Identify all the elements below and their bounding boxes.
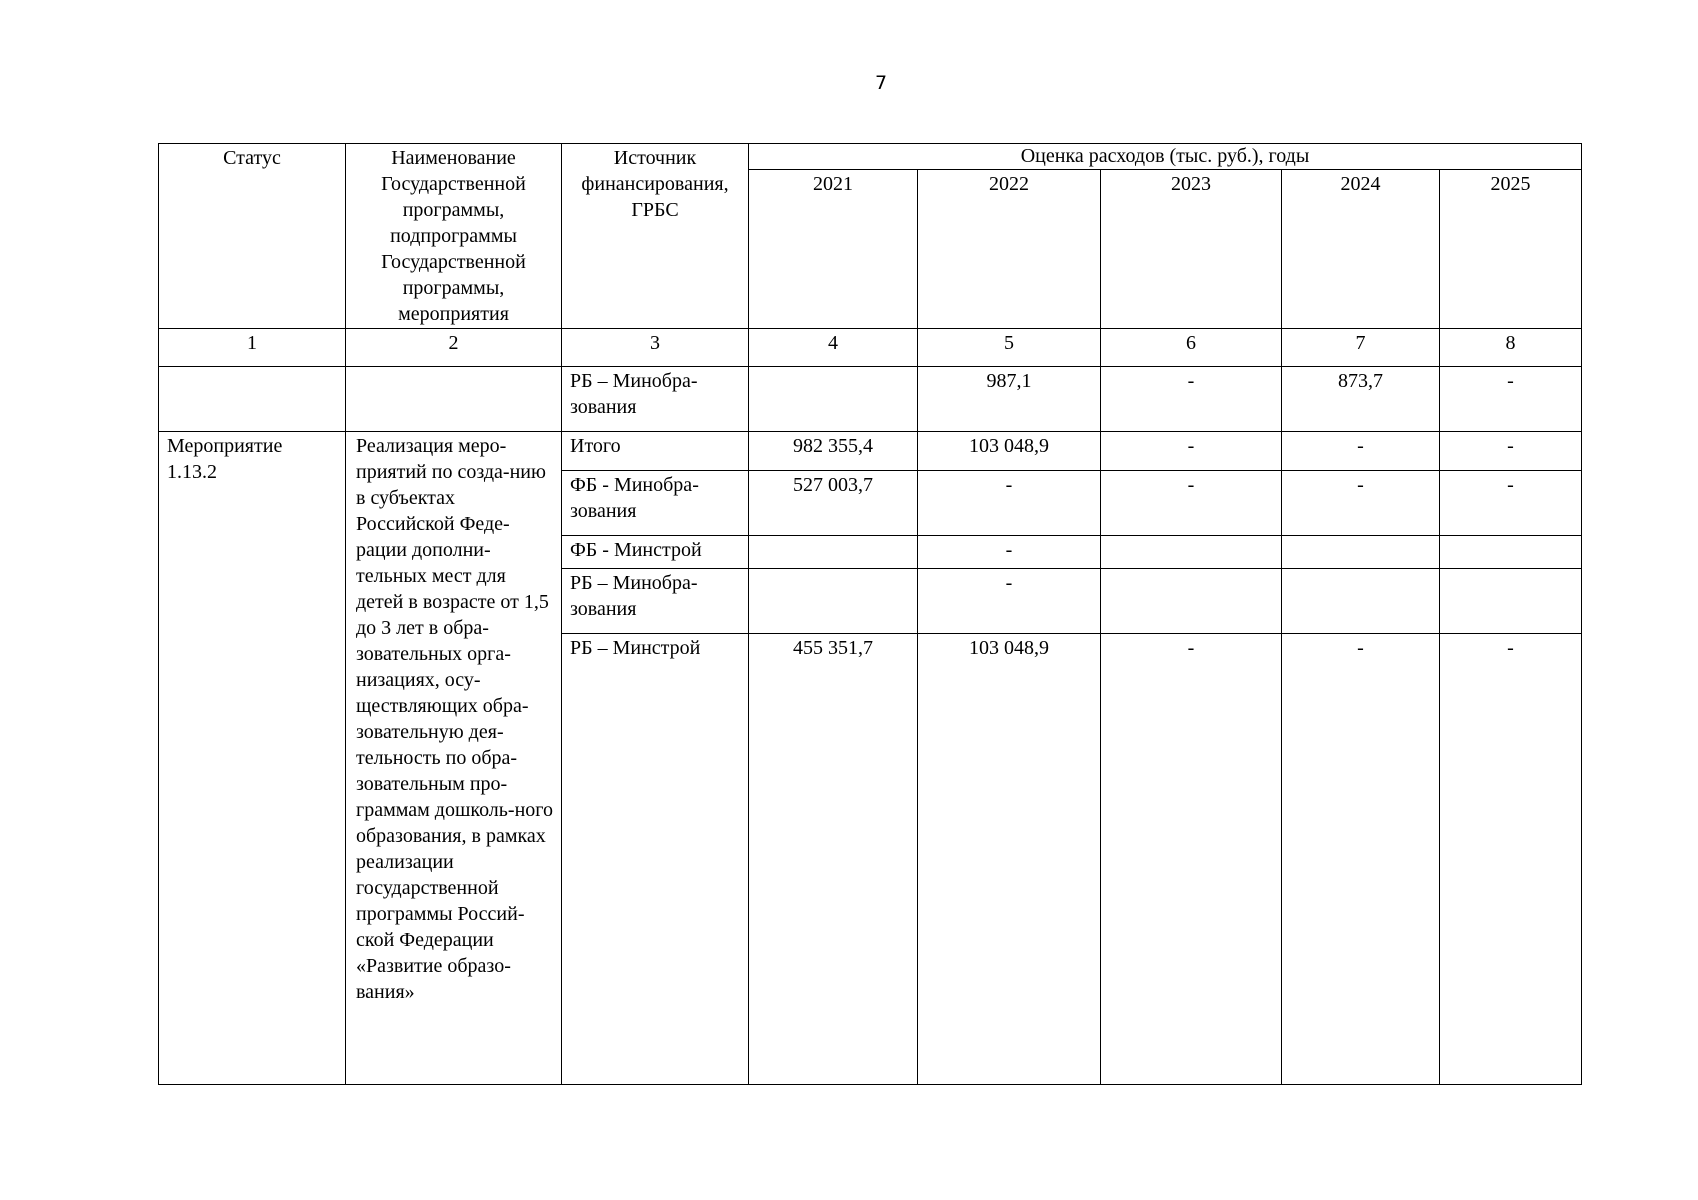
source-cell: РБ – Минобра-зования <box>562 367 749 432</box>
table-row-total <box>159 432 1582 471</box>
value-cell-2025: - <box>1440 432 1582 471</box>
value-cell-2025: - <box>1440 471 1582 536</box>
value-cell-2023: - <box>1101 367 1282 432</box>
value-cell-2021 <box>749 569 918 634</box>
header-year-2022: 2022 <box>918 170 1101 329</box>
page-number: 7 <box>874 72 888 94</box>
value-cell-2022: - <box>918 536 1101 569</box>
header-row-1 <box>159 144 1582 170</box>
column-number: 8 <box>1440 329 1582 367</box>
source-cell: РБ – Минстрой <box>562 634 749 1085</box>
header-estimate: Оценка расходов (тыс. руб.), годы <box>749 144 1582 170</box>
value-cell-2023: - <box>1101 471 1282 536</box>
name-cell-empty <box>346 367 562 432</box>
header-year-2023: 2023 <box>1101 170 1282 329</box>
value-cell-2021: 982 355,4 <box>749 432 918 471</box>
value-cell-2021 <box>749 536 918 569</box>
value-cell-2023: - <box>1101 432 1282 471</box>
header-year-2024: 2024 <box>1282 170 1440 329</box>
value-cell-2024: - <box>1282 432 1440 471</box>
value-cell-2022: 987,1 <box>918 367 1101 432</box>
value-cell-2022: 103 048,9 <box>918 634 1101 1085</box>
header-source: Источник финансирования, ГРБС <box>562 144 749 329</box>
source-cell: ФБ - Минстрой <box>562 536 749 569</box>
value-cell-2025 <box>1440 569 1582 634</box>
value-cell-2022: - <box>918 471 1101 536</box>
column-number: 4 <box>749 329 918 367</box>
value-cell-2021 <box>749 367 918 432</box>
column-number: 3 <box>562 329 749 367</box>
value-cell-2021: 455 351,7 <box>749 634 918 1085</box>
source-cell: РБ – Минобра-зования <box>562 569 749 634</box>
source-cell: ФБ - Минобра-зования <box>562 471 749 536</box>
value-cell-2023 <box>1101 569 1282 634</box>
budget-table <box>158 143 1582 1085</box>
column-number: 5 <box>918 329 1101 367</box>
header-status: Статус <box>159 144 346 329</box>
header-year-2025: 2025 <box>1440 170 1582 329</box>
value-cell-2024 <box>1282 536 1440 569</box>
value-cell-2023 <box>1101 536 1282 569</box>
event-name: Реализация меро-приятий по созда-нию в субъектах Российской Феде-рации дополни-тельных мест для детей в возрасте от 1,5 до 3 лет в обра-зовательных орга-низациях, осу-ществляющих обра-зовательную дея-тельность по обра-зовательным про-граммам дошколь-ного образования, в рамках реализации государственной программы Россий-ской Федерации «Развитие образо-вания» <box>346 432 562 1085</box>
source-cell: Итого <box>562 432 749 471</box>
value-cell-2024: 873,7 <box>1282 367 1440 432</box>
value-cell-2021: 527 003,7 <box>749 471 918 536</box>
header-name: Наименование Государственной программы, подпрограммы Государственной программы, мероприятия <box>346 144 562 329</box>
column-number: 2 <box>346 329 562 367</box>
value-cell-2025: - <box>1440 367 1582 432</box>
value-cell-2022: - <box>918 569 1101 634</box>
table-row-prev <box>159 367 1582 432</box>
column-number: 1 <box>159 329 346 367</box>
header-year-2021: 2021 <box>749 170 918 329</box>
column-number: 6 <box>1101 329 1282 367</box>
value-cell-2022: 103 048,9 <box>918 432 1101 471</box>
column-number-row <box>159 329 1582 367</box>
value-cell-2024: - <box>1282 471 1440 536</box>
value-cell-2025 <box>1440 536 1582 569</box>
value-cell-2023: - <box>1101 634 1282 1085</box>
column-number: 7 <box>1282 329 1440 367</box>
value-cell-2024 <box>1282 569 1440 634</box>
event-status: Мероприятие 1.13.2 <box>159 432 346 1085</box>
status-cell-empty <box>159 367 346 432</box>
value-cell-2025: - <box>1440 634 1582 1085</box>
value-cell-2024: - <box>1282 634 1440 1085</box>
